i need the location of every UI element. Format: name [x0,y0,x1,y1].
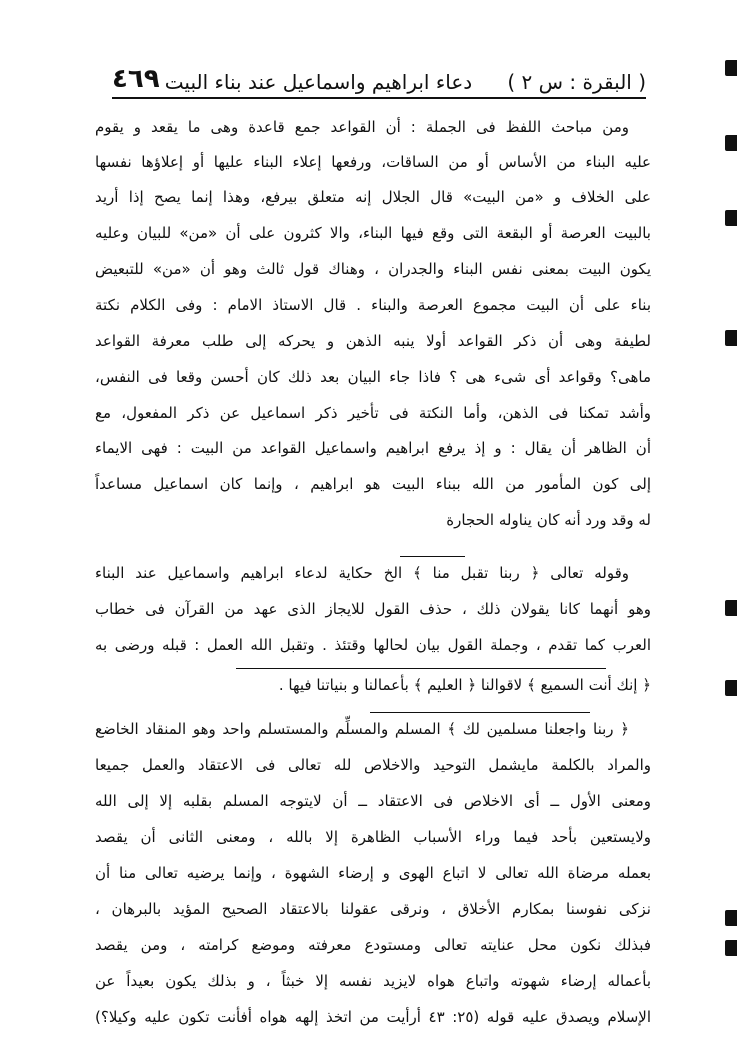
edge-mark [725,600,737,616]
text-line: وهو أنهما كانا يقولان ذلك ، حذف القول للايجاز الذى عهد من القرآن فى خطاب [95,600,651,618]
text-line: فبذلك نكون محل عنايته تعالى ومستودع معرفته وموضع كرامته ، ومن يقصد [95,936,651,954]
text-line: بأعماله إرضاء شهوته واتباع هواه لايزيد نفسه إلا خبثاً ، و بذلك يكون بعيداً عن [95,972,651,990]
text-line: والمراد بالكلمة مايشمل التوحيد والاخلاص لله تعالى فى الاعتقاد والعمل جميعا [95,756,651,774]
section-title: دعاء ابراهيم واسماعيل عند بناء البيت [164,70,473,94]
edge-mark [725,680,737,696]
edge-mark [725,330,737,346]
header-rule [112,97,646,99]
verse-overline [236,668,606,669]
edge-mark [725,60,737,76]
text-line: نزكى نفوسنا بمكارم الأخلاق ، ونرقى عقولنا بالاعتقاد الصحيح المؤيد بالبرهان ، [95,900,651,918]
text-line: لطيفة وهى أن ذكر القواعد أولا ينبه الذهن و يحركه إلى طلب معرفة القواعد [95,332,651,350]
edge-mark [725,940,737,956]
verse-overline [370,712,590,713]
text-line: ومعنى الأول ــ أى الاخلاص فى الاعتقاد ــ أن لايتوجه المسلم بقلبه إلا إلى الله [95,792,651,810]
text-line: الإسلام ويصدق عليه قوله (٢٥: ٤٣ أرأيت من اتخذ إلهه هواه أفأنت تكون عليه وكيلا؟) [95,1008,651,1026]
text-line: ولايستعين بأحد فيما وراء الأسباب الظاهرة إلا بالله ، ومعنى الثانى أن يقصد [95,828,651,846]
text-line: إلى كون المأمور من الله ببناء البيت هو ابراهيم ، وإنما كان اسماعيل مساعداً [95,475,651,493]
text-line: يكون البيت بمعنى نفس البناء والجدران ، وهناك قول ثالث وهو أن «من» للتبعيض [95,260,651,278]
text-line: له وقد ورد أنه كان يناوله الحجارة [446,511,651,529]
text-line: ماهى؟ وقواعد أى شىء هى ؟ فاذا جاء البيان بعد ذلك كان أحسن وقعا فى النفس، [95,368,651,386]
text-line: العرب كما تقدم ، وجملة القول بيان لحالها وقتئذ . وتقبل الله العمل : قبله ورضى به [95,636,651,654]
text-line: ومن مباحث اللفظ فى الجملة : أن القواعد جمع قاعدة وهى ما يقعد و يقوم [95,118,629,136]
page-number: ٤٦٩ [112,64,160,94]
text-line: ﴿ ربنا واجعلنا مسلمين لك ﴾ المسلم والمسلِّم والمستسلم واحد وهو المنقاد الخاضع [95,720,629,738]
text-line: بعمله مرضاة الله تعالى لا اتباع الهوى و إرضاء الشهوة ، وإنما يرضيه تعالى منا أن [95,864,651,882]
text-line: بناء على أن البيت مجموع العرصة والبناء . قال الاستاذ الامام : وفى الكلام نكتة [95,296,651,314]
text-line: بالبيت العرصة أو البقعة التى وقع فيها البناء، والا كثرون على أن «من» للبيان وعليه [95,224,651,242]
text-line: وقوله تعالى ﴿ ربنا تقبل منا ﴾ الخ حكاية لدعاء ابراهيم واسماعيل عند البناء [95,564,629,582]
text-line: وأشد تمكنا فى الذهن، وأما النكتة فى تأخير ذكر اسماعيل عن ذكر المفعول، مع [95,404,651,422]
verse-overline [400,556,465,557]
surah-reference: ( البقرة : س ٢ ) [507,70,646,94]
edge-mark [725,135,737,151]
text-line: عليه البناء من الأساس أو من الساقات، ورفعها إعلاء البناء عليها أو إعلاؤها نفسها [95,153,651,171]
edge-mark [725,210,737,226]
edge-mark [725,910,737,926]
text-line: ﴿ إنك أنت السميع ﴾ لاقوالنا ﴿ العليم ﴾ بأعمالنا و بنياتنا فيها . [278,676,651,694]
text-line: على الخلاف و «من البيت» قال الجلال إنه متعلق بيرفع، وهذا إنما يصح إذا أريد [95,188,651,206]
text-line: أن الظاهر أن يقال : و إذ يرفع ابراهيم واسماعيل القواعد من البيت : فهى الايماء [95,439,651,457]
page-header [112,56,646,94]
